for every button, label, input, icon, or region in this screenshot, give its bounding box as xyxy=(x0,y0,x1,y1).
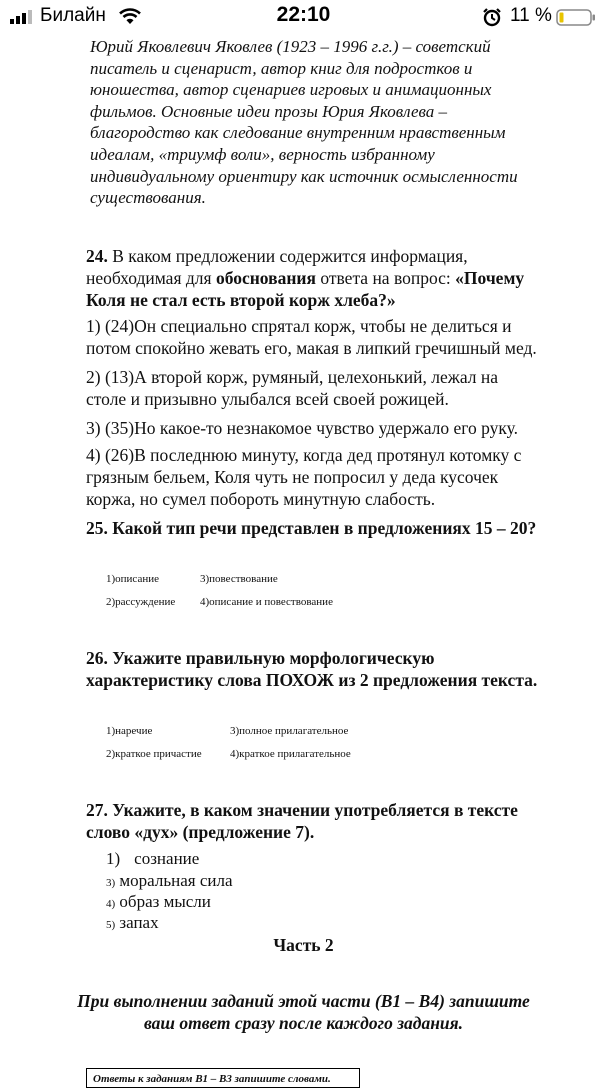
question-number: 24. xyxy=(86,246,108,266)
bio-line: юношества, автор сценариев игровых и анимационных xyxy=(90,80,492,100)
instruction-line: При выполнении заданий этой части (B1 – B4) запишите xyxy=(77,991,530,1011)
battery-percent: 11 % xyxy=(510,5,552,26)
question-emphasis: обоснования xyxy=(215,268,316,288)
option-line: грязным бельем, Коля чуть не попросил у деда кусочек xyxy=(86,467,499,487)
option-line: 4) (26)В последнюю минуту, когда дед протянул котомку с xyxy=(86,445,522,465)
option-text: образ мысли xyxy=(119,892,211,911)
answer-option-2 xyxy=(86,366,498,410)
answer-option-3 xyxy=(86,417,518,439)
option-line: 3) (35)Но какое-то незнакомое чувство удержало его руку. xyxy=(86,418,519,438)
part-2-instructions xyxy=(0,990,607,1034)
q26-option: 2)краткое причастие xyxy=(106,748,202,760)
q26-option: 1)наречие xyxy=(106,725,153,737)
instruction-line: ваш ответ сразу после каждого задания. xyxy=(143,1013,464,1033)
question-26 xyxy=(86,647,537,691)
q25-option: 2)рассуждение xyxy=(106,596,176,608)
option-text: сознание xyxy=(134,849,200,868)
bio-line: существования. xyxy=(90,188,206,208)
status-bar xyxy=(0,0,607,34)
q27-option xyxy=(106,871,233,891)
battery-icon xyxy=(556,9,596,26)
answers-note-box: Ответы к заданиям B1 – B3 запишите словами. xyxy=(86,1068,360,1088)
question-text: ответа на вопрос: xyxy=(315,268,456,288)
question-text: необходимая для xyxy=(86,268,216,288)
q27-option xyxy=(106,892,211,912)
question-27 xyxy=(86,799,518,843)
question-text: В каком предложении содержится информация, xyxy=(107,246,468,266)
option-number: 4) xyxy=(106,898,116,910)
option-number: 1) xyxy=(106,849,121,868)
question-25: 25. Какой тип речи представлен в предложениях 15 – 20? xyxy=(86,518,537,538)
question-emphasis: Коля не стал есть второй корж хлеба?» xyxy=(86,290,396,310)
option-number: 3) xyxy=(106,877,116,889)
q27-option xyxy=(106,913,159,933)
question-emphasis: «Почему xyxy=(455,268,525,288)
option-number: 5) xyxy=(106,919,116,931)
bio-line: индивидуальному ориентиру как источник осмысленности xyxy=(90,166,518,186)
option-line: коржа, но сумел побороть минутную слабость. xyxy=(86,489,436,509)
option-line: потом спокойно жевать его, макая в липкий гречишный мед. xyxy=(86,338,537,358)
author-bio xyxy=(90,36,518,209)
q26-option: 4)краткое прилагательное xyxy=(230,748,351,760)
answer-option-4 xyxy=(86,444,521,510)
option-line: 1) (24)Он специально спрятал корж, чтобы не делиться и xyxy=(86,316,512,336)
q27-option xyxy=(106,849,199,869)
alarm-lock-icon xyxy=(482,7,502,27)
bio-line: Юрий Яковлевич Яковлев (1923 – 1996 г.г.) – советский xyxy=(90,37,491,56)
option-text: моральная сила xyxy=(119,871,233,890)
option-line: 2) (13)А второй корж, румяный, целехонький, лежал на xyxy=(86,367,499,387)
q26-option: 3)полное прилагательное xyxy=(230,725,349,737)
question-line: характеристику слова ПОХОЖ из 2 предложения текста. xyxy=(86,670,538,690)
question-line: 26. Укажите правильную морфологическую xyxy=(86,648,435,668)
part-2-heading: Часть 2 xyxy=(273,935,334,955)
q25-option: 1)описание xyxy=(106,573,159,585)
option-line: столе и призывно улыбался всей своей рожицей. xyxy=(86,389,449,409)
bio-line: писатель и сценарист, автор книг для подростков и xyxy=(90,58,473,78)
q25-option: 3)повествование xyxy=(200,573,278,585)
question-line: 27. Укажите, в каком значении употребляется в тексте xyxy=(86,800,518,820)
answer-option-1 xyxy=(86,315,537,359)
bio-line: фильмов. Основные идеи прозы Юрия Яковлева – xyxy=(90,101,448,121)
question-24 xyxy=(86,245,524,311)
bio-line: идеалам, «триумф воли», верность избранному xyxy=(90,144,435,164)
q25-option: 4)описание и повествование xyxy=(200,596,333,608)
bio-line: благородство как следование внутренним нравственным xyxy=(90,123,506,143)
question-line: слово «дух» (предложение 7). xyxy=(86,822,315,842)
option-text: запах xyxy=(119,913,159,932)
carrier-name: Билайн xyxy=(40,5,106,26)
status-time: 22:10 xyxy=(276,3,331,26)
